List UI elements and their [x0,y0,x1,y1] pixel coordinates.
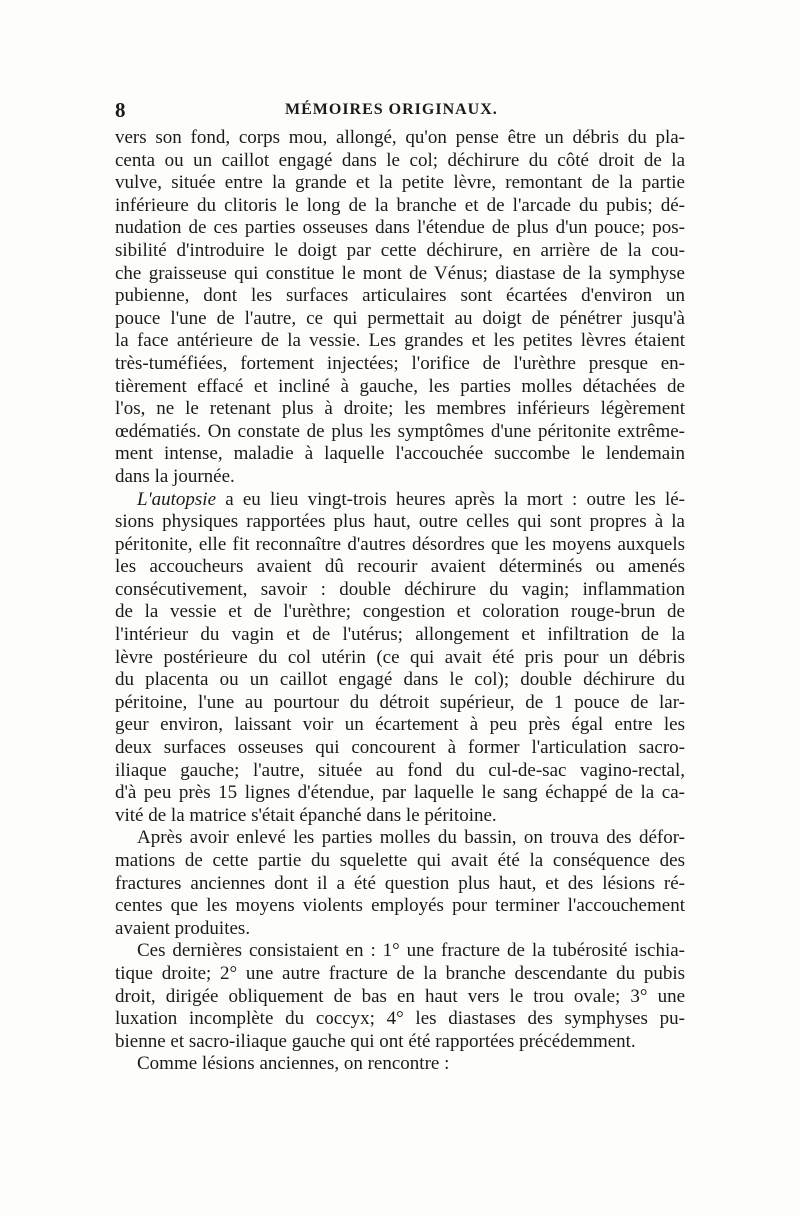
text-line: vulve, située entre la grande et la petite lèvre, remontant de la partie [115,172,685,194]
text-line: très-tuméfiées, fortement injectées; l'orifice de l'urèthre presque en- [115,352,685,374]
text-line: sibilité d'introduire le doigt par cette déchirure, en arrière de la cou- [115,239,685,261]
text-line: Comme lésions anciennes, on rencontre : [137,1053,450,1075]
text-line: avaient produites. [115,917,251,939]
text-line: geur environ, laissant voir un écartement à peu près égal entre les [115,714,685,736]
text-line: pouce l'une de l'autre, ce qui permettait au doigt de pénétrer jusqu'à [115,307,685,329]
text-line: consécutivement, savoir : double déchirure du vagin; inflammation [115,578,685,600]
running-title: MÉMOIRES ORIGINAUX. [285,101,498,118]
autopsie-term: L'autopsie [137,488,217,510]
text-line: du placenta ou un caillot engagé dans le col); double déchirure du [115,669,685,691]
text-line: droit, dirigée obliquement de bas en haut vers le trou ovale; 3° une [115,985,685,1007]
text-line: inférieure du clitoris le long de la branche et de l'arcade du pubis; dé- [115,194,685,216]
text-line: tièrement effacé et incliné à gauche, les parties molles détachées de [115,375,685,397]
body-text [115,127,685,1076]
text-line: péritonite, elle fit reconnaître d'autres désordres que les moyens auxquels [115,533,685,555]
text-line-autopsie [115,489,685,512]
text-line: tique droite; 2° une autre fracture de la branche descendante du pubis [115,962,685,984]
text-line: mations de cette partie du squelette qui avait été la conséquence des [115,850,685,871]
text-line: l'intérieur du vagin et de l'utérus; allongement et infiltration de la [115,624,685,646]
text-line: sions physiques rapportées plus haut, outre celles qui sont propres à la [115,511,685,533]
text-line: lèvre postérieure du col utérin (ce qui avait été pris pour un débris [115,646,685,668]
text-line: dans la journée. [115,465,235,487]
page-number: 8 [115,98,126,122]
text-line: che graisseuse qui constitue le mont de Vénus; diastase de la symphyse [115,262,685,284]
text-line: de la vessie et de l'urèthre; congestion et coloration rouge-brun de [115,601,685,623]
text-line: l'os, ne le retenant plus à droite; les membres inférieurs légèrement [115,398,685,420]
text-line: deux surfaces osseuses qui concourent à former l'articulation sacro- [115,737,685,759]
text-line-rest: a eu lieu vingt-trois heures après la mort : outre les lé- [225,488,685,510]
text-line: Après avoir enlevé les parties molles du bassin, on trouva des défor- [137,827,685,849]
text-line: ment intense, maladie à laquelle l'accouchée succombe le lendemain [115,443,685,465]
text-line: les accoucheurs avaient dû recourir avaient déterminés ou amenés [115,556,685,578]
text-line: péritoine, l'une au pourtour du détroit supérieur, de 1 pouce de lar- [115,691,685,713]
text-line: centa ou un caillot engagé dans le col; déchirure du côté droit de la [115,149,685,171]
text-line: pubienne, dont les surfaces articulaires sont écartées d'environ un [115,285,685,307]
text-line: œdématiés. On constate de plus les symptômes d'une péritonite extrême- [115,420,685,442]
text-line: bienne et sacro-iliaque gauche qui ont été rapportées précédemment. [115,1030,636,1052]
text-line: d'à peu près 15 lignes d'étendue, par laquelle le sang échappé de la ca- [115,782,685,804]
text-line: vers son fond, corps mou, allongé, qu'on pense être un débris du pla- [115,127,685,148]
text-line: fractures anciennes dont il a été question plus haut, et des lésions ré- [115,872,685,894]
text-line: la face antérieure de la vessie. Les grandes et les petites lèvres étaient [115,330,685,352]
text-line: centes que les moyens violents employés pour terminer l'accouchement [115,895,685,917]
running-head [115,98,690,122]
text-line: nudation de ces parties osseuses dans l'étendue de plus d'un pouce; pos- [115,217,685,239]
text-line: luxation incomplète du coccyx; 4° les diastases des symphyses pu- [115,1008,685,1030]
text-line: Ces dernières consistaient en : 1° une fracture de la tubérosité ischia- [137,940,685,962]
text-line: iliaque gauche; l'autre, située au fond du cul-de-sac vagino-rectal, [115,759,685,781]
text-line: vité de la matrice s'était épanché dans le péritoine. [115,804,497,826]
